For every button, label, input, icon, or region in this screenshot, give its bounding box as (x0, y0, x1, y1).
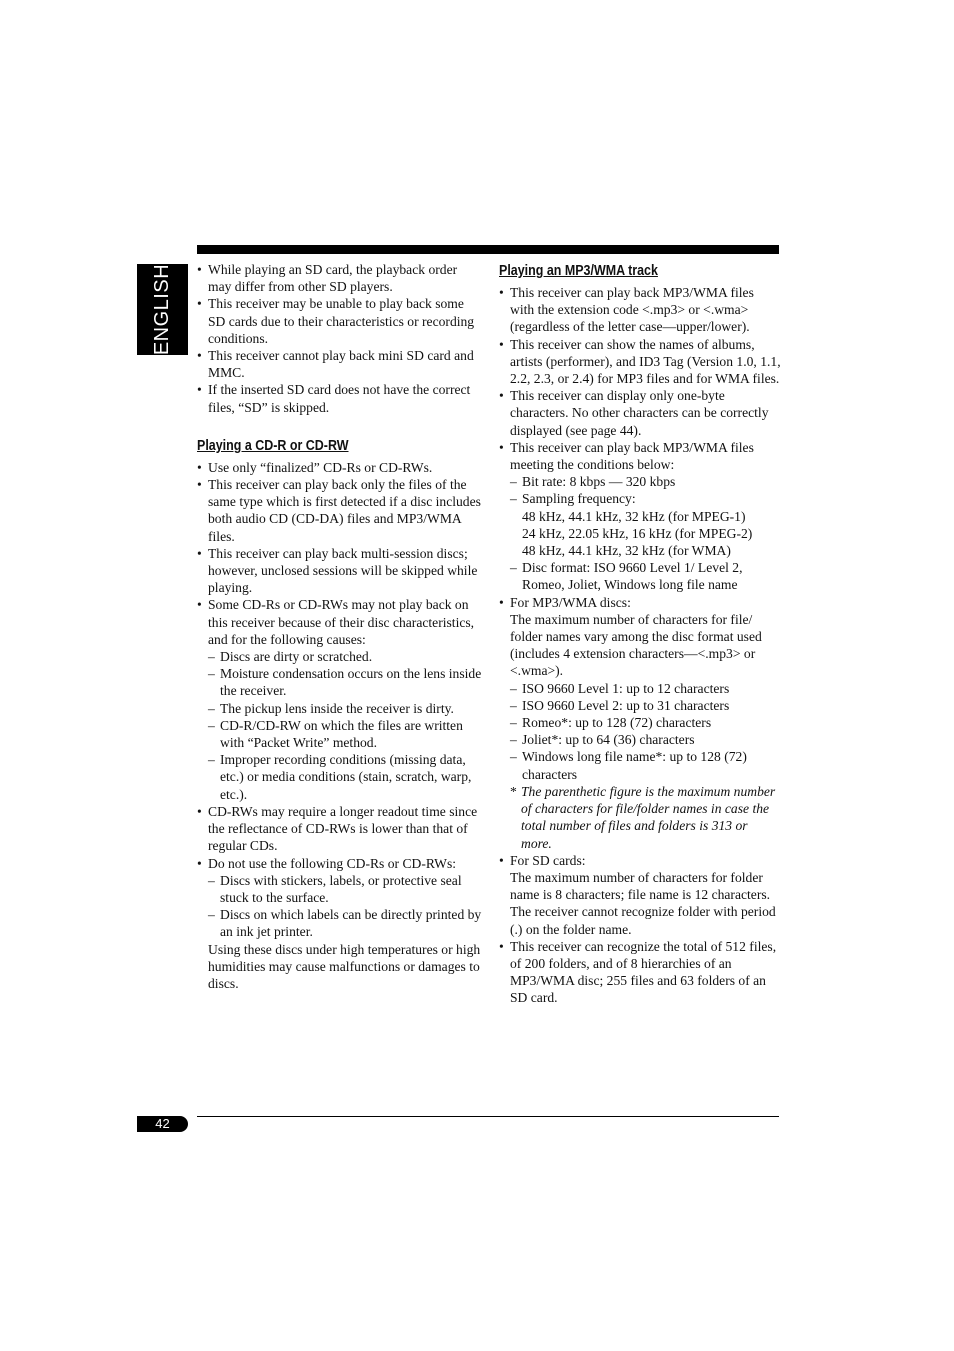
bottom-rule (197, 1116, 779, 1117)
mp3-notes-list (499, 284, 781, 1007)
sampling-line: 24 kHz, 22.05 kHz, 16 kHz (for MPEG-2) (522, 525, 753, 541)
list-item-title: • For MP3/WMA discs: (510, 594, 631, 610)
sub-item: – Discs with stickers, labels, or protective seal stuck to the surface. (208, 872, 482, 906)
list-item-text: The maximum number of characters for folder name is 8 characters; file name is 12 characters. (510, 869, 771, 903)
sub-item: – Disc format: ISO 9660 Level 1/ Level 2, Romeo, Joliet, Windows long file name (510, 559, 781, 593)
list-item-title: • For SD cards: (510, 852, 586, 868)
list-item (499, 439, 781, 594)
list-item: • This receiver can play back multi-session discs; however, unclosed sessions will be skipped while playing. (197, 545, 482, 597)
list-item-text: The receiver cannot recognize folder with period (.) on the folder name. (510, 904, 776, 937)
list-item: • While playing an SD card, the playback order may differ from other SD players. (197, 261, 482, 295)
sub-item: – Discs on which labels can be directly printed by an ink jet printer. (208, 906, 482, 940)
list-item: • This receiver can show the names of albums, artists (performer), and ID3 Tag (Version 1.0, 1.1, 2.2, 2.3, or 2.4) for MP3 files and for WMA files. (499, 336, 781, 388)
sub-item: – The pickup lens inside the receiver is dirty. (208, 700, 482, 717)
list-item (499, 852, 781, 938)
sub-item: – ISO 9660 Level 2: up to 31 characters (510, 697, 781, 714)
sub-item: – ISO 9660 Level 1: up to 12 characters (510, 680, 781, 697)
footnote: * The parenthetic figure is the maximum number of characters for file/folder names in case the total number of files and folders is 313 or more. (510, 783, 781, 852)
sampling-line: 48 kHz, 44.1 kHz, 32 kHz (for WMA) (522, 543, 731, 559)
list-item-text: • Do not use the following CD-Rs or CD-RWs: (208, 855, 457, 871)
list-item (197, 596, 482, 802)
sub-item: – Joliet*: up to 64 (36) characters (510, 731, 781, 748)
language-tab-label: ENGLISH (151, 263, 173, 356)
list-item: • This receiver cannot play back mini SD card and MMC. (197, 347, 482, 381)
avoid-discs-list (208, 872, 482, 941)
conditions-list (510, 473, 781, 593)
sub-item: – CD-R/CD-RW on which the files are written with “Packet Write” method. (208, 717, 482, 751)
list-item (197, 855, 482, 993)
top-rule (197, 245, 779, 254)
list-item (499, 594, 781, 852)
cdr-notes-list (197, 459, 482, 992)
list-item: • CD-RWs may require a longer readout time since the reflectance of CD-RWs is lower than that of regular CDs. (197, 803, 482, 855)
list-item: • This receiver can display only one-byte characters. No other characters can be correctly displayed (see page 44). (499, 387, 781, 439)
filename-limits-list (510, 680, 781, 783)
list-item: • This receiver can play back MP3/WMA files with the extension code <.mp3> or <.wma> (regardless of the letter case—upper/lower). (499, 284, 781, 336)
language-tab (137, 264, 188, 355)
list-item-text: • Some CD-Rs or CD-RWs may not play back on this receiver because of their disc characteristics, and for the following causes: (208, 597, 475, 647)
sub-item: – Bit rate: 8 kbps — 320 kbps (510, 473, 781, 490)
sub-item-text: – Sampling frequency: (522, 491, 636, 507)
sub-item: – Discs are dirty or scratched. (208, 648, 482, 665)
sub-item: – Romeo*: up to 128 (72) characters (510, 714, 781, 731)
list-item: • If the inserted SD card does not have the correct files, “SD” is skipped. (197, 381, 482, 415)
page-number: 42 (137, 1116, 188, 1132)
sd-notes-list (197, 261, 482, 416)
list-item: • Use only “finalized” CD-Rs or CD-RWs. (197, 459, 482, 476)
list-item: • This receiver may be unable to play back some SD cards due to their characteristics or recording conditions. (197, 295, 482, 347)
section-heading-mp3-wma: Playing an MP3/WMA track (499, 263, 658, 279)
list-item-text: The maximum number of characters for file/ folder names vary among the disc format used (includes 4 extension characters—<.mp3> or <.wma>). (510, 611, 762, 679)
list-item: • This receiver can recognize the total of 512 files, of 200 folders, and of 8 hierarchies of an MP3/WMA disc; 255 files and 63 folders of an SD card. (499, 938, 781, 1007)
section-heading-cdr: Playing a CD-R or CD-RW (197, 437, 349, 454)
sub-item (510, 490, 781, 559)
sub-item: – Windows long file name*: up to 128 (72) characters (510, 748, 781, 782)
sampling-line: 48 kHz, 44.1 kHz, 32 kHz (for MPEG-1) (522, 508, 746, 524)
list-item-footer: Using these discs under high temperatures or high humidities may cause malfunctions or damages to discs. (208, 941, 481, 991)
sub-item: – Improper recording conditions (missing data, etc.) or media conditions (stain, scratch, warp, etc.). (208, 751, 482, 803)
list-item-text: • This receiver can play back MP3/WMA files meeting the conditions below: (510, 439, 754, 473)
left-column (197, 261, 482, 992)
causes-list (208, 648, 482, 803)
right-column (499, 261, 781, 1007)
sub-item: – Moisture condensation occurs on the lens inside the receiver. (208, 665, 482, 699)
list-item: • This receiver can play back only the files of the same type which is first detected if a disc includes both audio CD (CD-DA) files and MP3/WMA files. (197, 476, 482, 545)
